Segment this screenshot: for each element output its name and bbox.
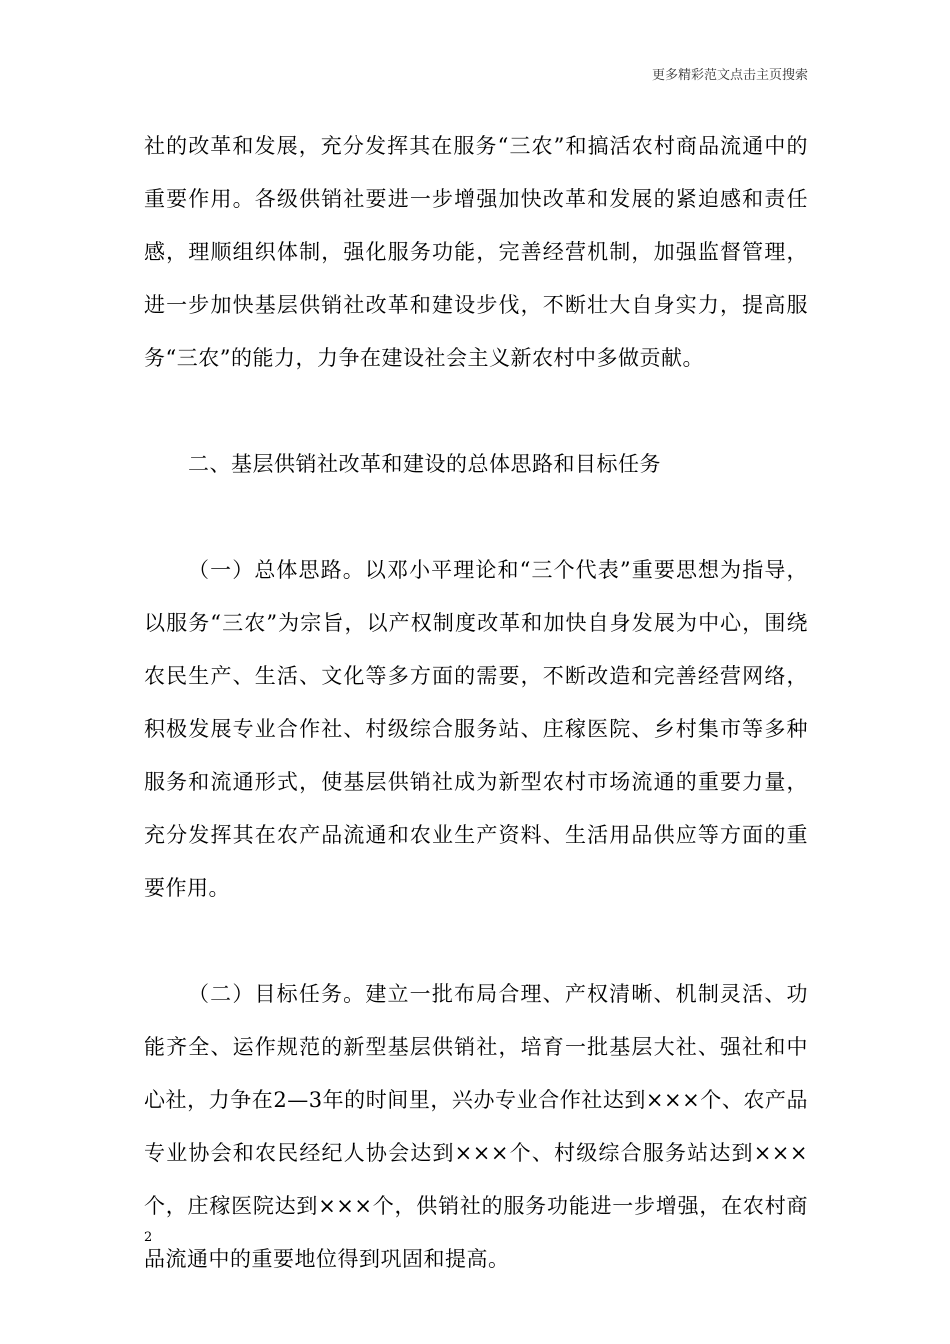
header-note: 更多精彩范文点击主页搜索 xyxy=(651,68,808,83)
paragraph-general-approach: （一）总体思路。以邓小平理论和“三个代表”重要思想为指导，以服务“三农”为宗旨，以产权制度改革和加快自身发展为中心，围绕农民生产、生活、文化等多方面的需要，不断改造和完善经营网络，积极发展专业合作社、村级综合服务站、庄稼医院、乡村集市等多种服务和流通形式，使基层供销社成为新型农村市场流通的重要力量，充分发挥其在农产品流通和农业生产资料、生活用品供应等方面的重要作用。 xyxy=(144,558,808,900)
paragraph-continuation: 社的改革和发展，充分发挥其在服务“三农”和搞活农村商品流通中的重要作用。各级供销社要进一步增强加快改革和发展的紧迫感和责任感，理顺组织体制，强化服务功能，完善经营机制，加强监督管理，进一步加快基层供销社改革和建设步伐，不断壮大自身实力，提高服务“三农”的能力，力争在建设社会主义新农村中多做贡献。 xyxy=(144,134,808,370)
paragraph-target-tasks: （二）目标任务。建立一批布局合理、产权清晰、机制灵活、功能齐全、运作规范的新型基层供销社，培育一批基层大社、强社和中心社，力争在2—3年的时间里，兴办专业合作社达到×××个、农产品专业协会和农民经纪人协会达到×××个、村级综合服务站达到×××个，庄稼医院达到×××个，供销社的服务功能进一步增强，在农村商品流通中的重要地位得到巩固和提高。 xyxy=(144,982,808,1271)
document-body xyxy=(144,120,808,1286)
section-heading: 二、基层供销社改革和建设的总体思路和目标任务 xyxy=(188,452,661,476)
page-number: 2 xyxy=(144,1230,153,1245)
